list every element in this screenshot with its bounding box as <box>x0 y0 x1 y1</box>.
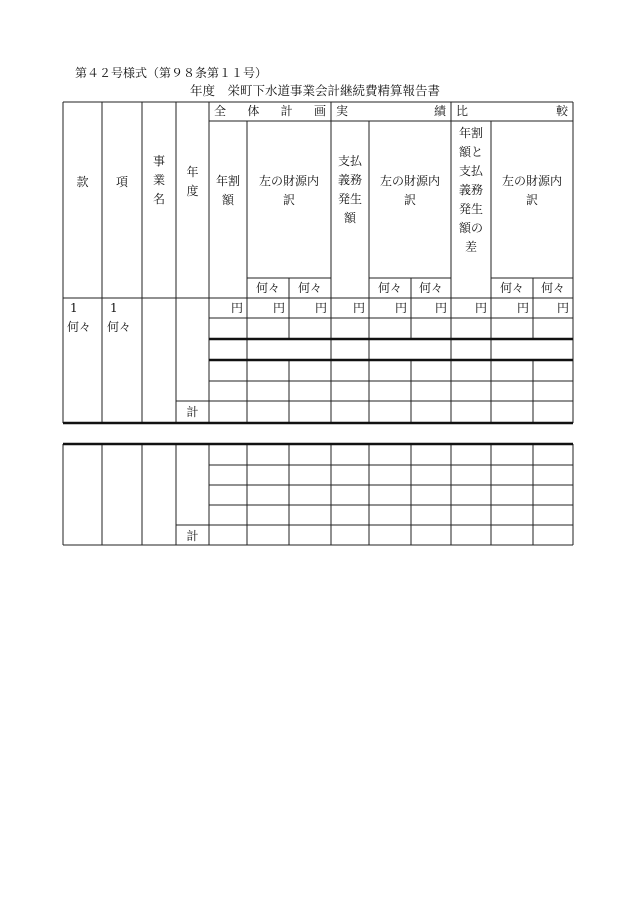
kou-name: 何々 <box>107 320 132 334</box>
header-jisseki: 実 績 <box>336 104 446 118</box>
form-number: 第４２号様式（第９８条第１１号） <box>75 66 268 80</box>
yen-unit: 円 <box>314 301 327 315</box>
yen-unit: 円 <box>394 301 407 315</box>
yen-unit: 円 <box>556 301 569 315</box>
total-label: 計 <box>186 529 199 543</box>
kan-number: 1 <box>70 301 78 315</box>
header-hikaku: 比 較 <box>456 104 568 118</box>
subheader-nannan: 何々 <box>377 281 402 295</box>
subheader-nannan: 何々 <box>418 281 443 295</box>
header-shiharai-gimu: 支払 義務 発生 額 <box>337 154 362 225</box>
yen-unit: 円 <box>434 301 447 315</box>
total-label: 計 <box>186 405 199 419</box>
yen-unit: 円 <box>516 301 529 315</box>
kou-number: 1 <box>110 301 118 315</box>
document-title: 年度 栄町下水道事業会計継続費精算報告書 <box>189 83 440 98</box>
subheader-nannan: 何々 <box>297 281 322 295</box>
yen-unit: 円 <box>474 301 487 315</box>
header-kou: 項 <box>115 175 128 189</box>
header-jigyou-mei: 事 業 名 <box>152 154 165 206</box>
subheader-nannan: 何々 <box>499 281 524 295</box>
subheader-nannan: 何々 <box>255 281 280 295</box>
subheader-nannan: 何々 <box>540 281 565 295</box>
header-nenwari-gaku: 年割 額 <box>215 174 240 207</box>
header-zentai-keikaku: 全 体 計 画 <box>214 104 326 118</box>
kan-name: 何々 <box>67 320 92 334</box>
yen-unit: 円 <box>352 301 365 315</box>
yen-unit: 円 <box>230 301 243 315</box>
header-zaigen-uchiwake-3: 左の財源内 訳 <box>501 174 562 207</box>
yen-unit: 円 <box>272 301 285 315</box>
header-nendo: 年 度 <box>186 165 199 198</box>
header-sa: 年割 額と 支払 義務 発生 額の 差 <box>458 126 483 254</box>
header-zaigen-uchiwake-1: 左の財源内 訳 <box>258 174 319 207</box>
header-zaigen-uchiwake-2: 左の財源内 訳 <box>379 174 440 207</box>
header-kan: 款 <box>76 175 89 189</box>
